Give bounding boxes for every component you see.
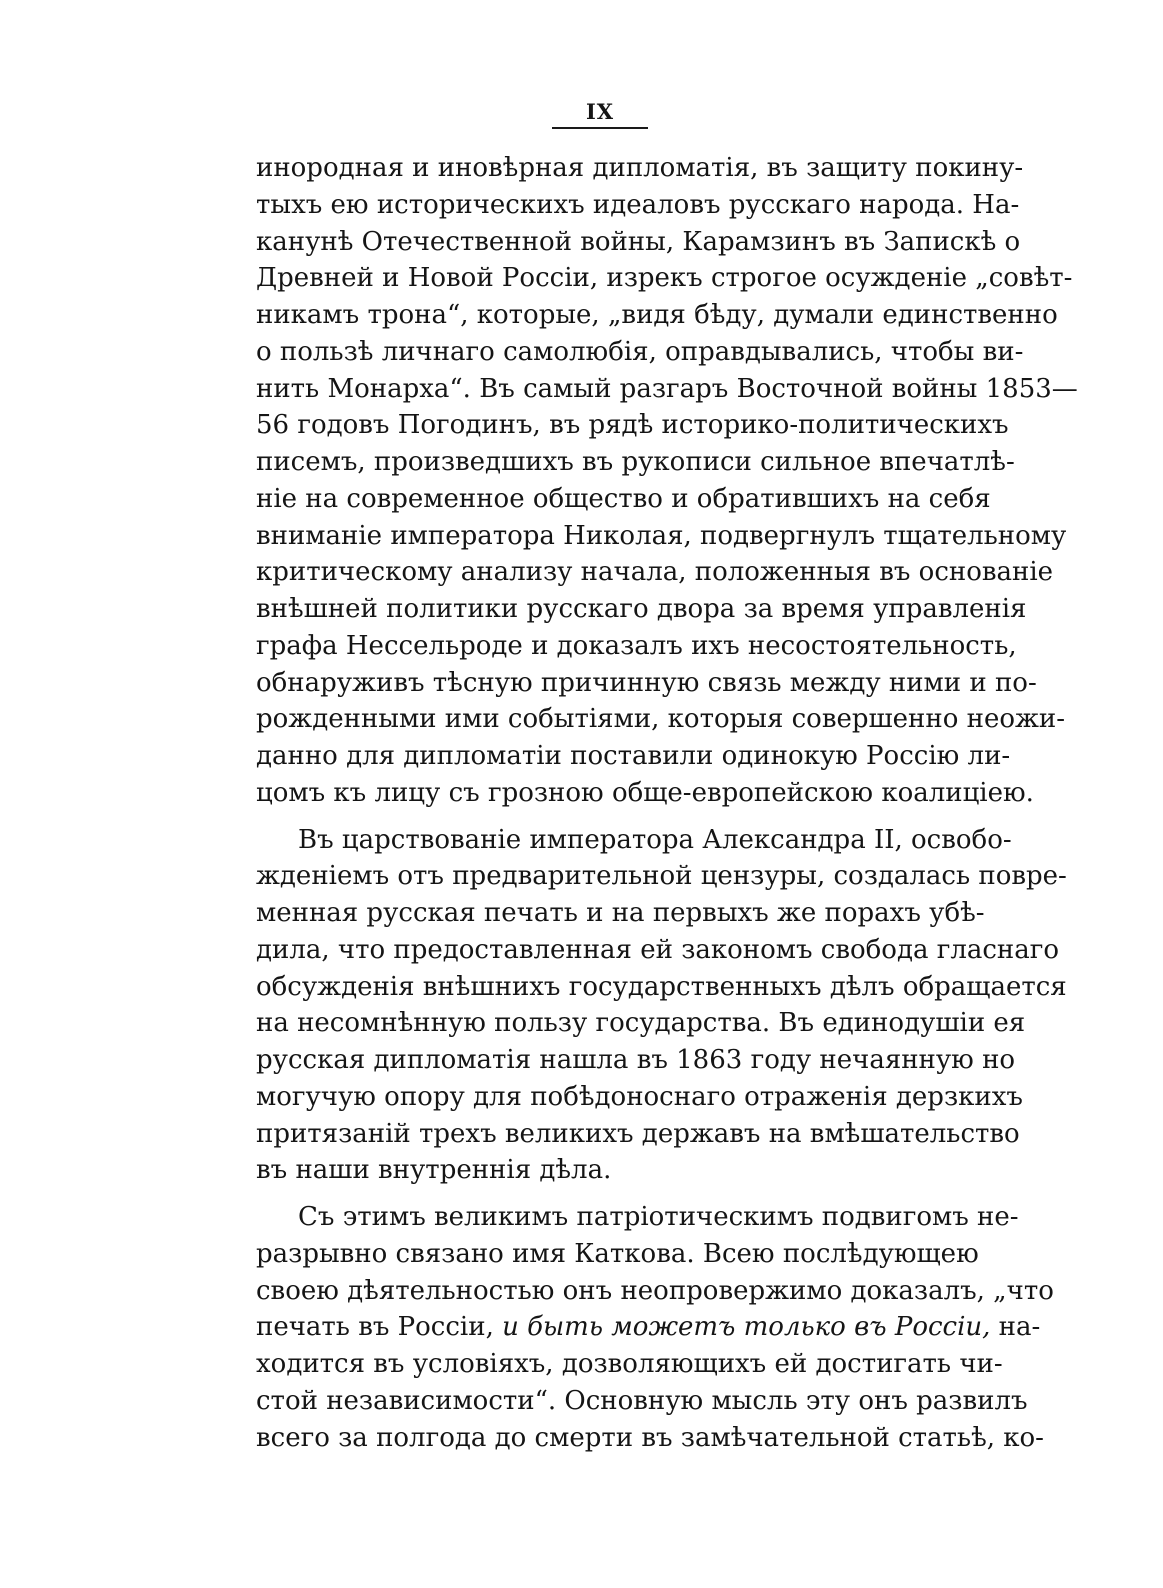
text-line: графа Нессельроде и доказалъ ихъ несостоятельность, <box>256 630 1017 661</box>
text-line: внѣшней политики русскаго двора за время управленія <box>256 594 1027 624</box>
text-run: на- <box>990 1312 1041 1343</box>
text-line: 56 годовъ Погодинъ, въ рядѣ историко-политическихъ <box>256 410 1009 441</box>
text-line: менная русская печать и на первыхъ же порахъ убѣ- <box>256 898 985 928</box>
text-line: ходится въ условіяхъ, дозволяющихъ ей достигать чи- <box>256 1349 1003 1379</box>
text-line: стой независимости“. Основную мысль эту онъ развилъ <box>256 1385 1028 1416</box>
text-line: нить Монарха“. Въ самый разгаръ Восточной войны 1853— <box>256 373 1078 404</box>
text-line: Съ этимъ великимъ патріотическимъ подвигомъ не- <box>298 1202 1019 1232</box>
text-line: писемъ, произведшихъ въ рукописи сильное впечатлѣ- <box>256 447 1015 477</box>
text-line: Древней и Новой Россіи, изрекъ строгое осужденіе „совѣт- <box>256 263 1073 294</box>
text-line: русская дипломатія нашла въ 1863 году нечаянную но <box>256 1045 1016 1075</box>
page-number: IX <box>585 99 615 124</box>
paragraph <box>256 1199 1054 1456</box>
text-line: никамъ трона“, которые, „видя бѣду, думали единственно <box>256 300 1058 330</box>
text-line: обнаруживъ тѣсную причинную связь между ними и по- <box>256 667 1037 698</box>
text-line: ніе на современное общество и обратившихъ на себя <box>256 483 991 514</box>
text-line: Въ царствованіе императора Александра II, освобо- <box>298 824 1012 855</box>
text-line: обсужденія внѣшнихъ государственныхъ дѣлъ обращается <box>256 971 1067 1002</box>
text-line: на несомнѣнную пользу государства. Въ единодушіи ея <box>256 1008 1026 1039</box>
paragraph-gap <box>256 812 952 822</box>
italic-emphasis: и быть можетъ только въ Россіи, <box>502 1312 991 1343</box>
text-line: канунѣ Отечественной войны, Карамзинъ въ Запискѣ о <box>256 226 1021 257</box>
text-line: цомъ къ лицу съ грозною обще-европейскою коалиціею. <box>256 777 1034 808</box>
paragraph <box>256 822 1067 1190</box>
text-line: о пользѣ личнаго самолюбія, оправдывались, чтобы ви- <box>256 336 1024 367</box>
page-header <box>552 100 648 129</box>
text-line: инородная и иновѣрная дипломатія, въ защиту покину- <box>256 153 1024 183</box>
text-line: своею дѣятельностью онъ неопровержимо доказалъ, „что <box>256 1275 1054 1306</box>
text-line: въ наши внутреннія дѣла. <box>256 1155 612 1186</box>
body-text <box>256 150 1078 1456</box>
text-line: разрывно связано имя Каткова. Всею послѣдующею <box>256 1238 979 1269</box>
text-line: вниманіе императора Николая, подвергнулъ тщательному <box>256 520 1067 551</box>
text-line: тыхъ ею историческихъ идеаловъ русскаго народа. На- <box>256 189 1020 220</box>
text-line: данно для дипломатіи поставили одинокую Россію ли- <box>256 741 1011 771</box>
text-line: жденіемъ отъ предварительной цензуры, создалась повре- <box>256 861 1067 892</box>
paragraph-gap <box>256 1189 952 1199</box>
text-line: дила, что предоставленная ей закономъ свобода гласнаго <box>256 934 1060 965</box>
text-run: печать въ Россіи, <box>256 1312 503 1343</box>
header-rule <box>552 127 648 129</box>
text-line-mixed <box>256 1309 1041 1346</box>
text-line: могучую опору для побѣдоноснаго отраженія дерзкихъ <box>256 1081 1023 1112</box>
text-line: притязаній трехъ великихъ державъ на вмѣшательство <box>256 1118 1020 1149</box>
text-line: рожденными ими событіями, которыя совершенно неожи- <box>256 704 1066 735</box>
text-line: критическому анализу начала, положенныя въ основаніе <box>256 557 1054 588</box>
paragraph <box>256 150 1078 812</box>
text-line: всего за полгода до смерти въ замѣчательной статьѣ, ко- <box>256 1422 1044 1453</box>
